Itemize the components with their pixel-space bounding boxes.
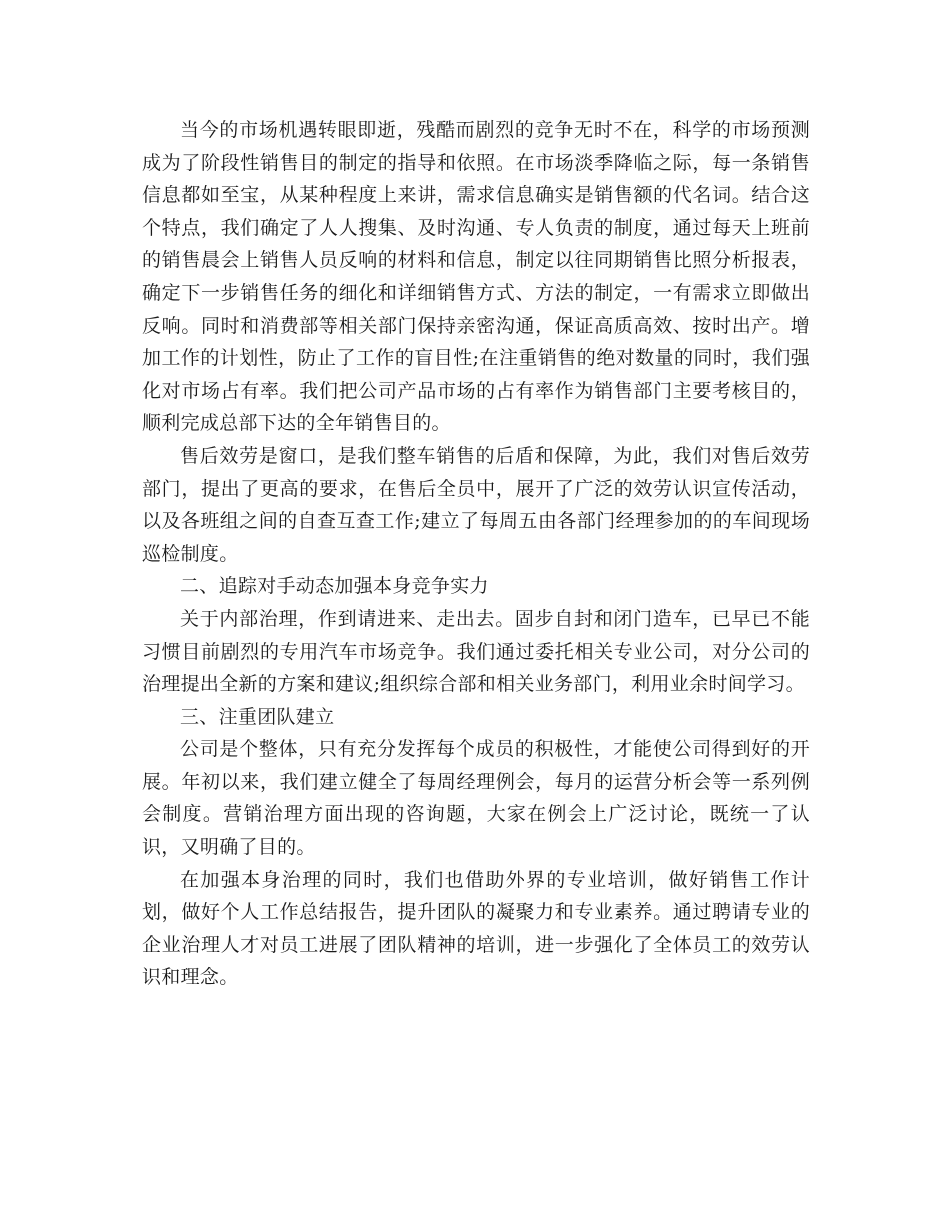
paragraph-after-sales-service: 售后效劳是窗口，是我们整车销售的后盾和保障，为此，我们对售后效劳部门，提出了更高的要求，在售后全员中，展开了广泛的效劳认识宣传活动，以及各班组之间的自查互查工作;建立了每周五由各部门经理参加的的车间现场巡检制度。 <box>142 444 810 565</box>
section-heading-competition: 二、追踪对手动态加强本身竞争实力 <box>180 575 489 598</box>
paragraph-market-forecast: 当今的市场机遇转眼即逝，残酷而剧烈的竞争无时不在，科学的市场预测成为了阶段性销售目的制定的指导和依照。在市场淡季降临之际，每一条销售信息都如至宝，从某种程度上来讲，需求信息确实是销售额的代名词。结合这个特点，我们确定了人人搜集、及时沟通、专人负责的制度，通过每天上班前的销售晨会上销售人员反响的材料和信息，制定以往同期销售比照分析报表，确定下一步销售任务的细化和详细销售方式、方法的制定，一有需求立即做出反响。同时和消费部等相关部门保持亲密沟通，保证高质高效、按时出产。增加工作的计划性，防止了工作的盲目性;在注重销售的绝对数量的同时，我们强化对市场占有率。我们把公司产品市场的占有率作为销售部门主要考核目的，顺利完成总部下达的全年销售目的。 <box>142 119 810 435</box>
paragraph-internal-management: 关于内部治理，作到请进来、走出去。固步自封和闭门造车，已早已不能习惯目前剧烈的专用汽车市场竞争。我们通过委托相关专业公司，对分公司的治理提出全新的方案和建议;组织综合部和相关业务部门，利用业余时间学习。 <box>142 607 810 696</box>
section-heading-team-building: 三、注重团队建立 <box>180 705 335 728</box>
paragraph-training: 在加强本身治理的同时，我们也借助外界的专业培训，做好销售工作计划，做好个人工作总结报告，提升团队的凝聚力和专业素养。通过聘请专业的企业治理人才对员工进展了团队精神的培训，进一步强化了全体员工的效劳认识和理念。 <box>142 868 810 989</box>
paragraph-company-whole: 公司是个整体，只有充分发挥每个成员的积极性，才能使公司得到好的开展。年初以来，我们建立健全了每周经理例会，每月的运营分析会等一系列例会制度。营销治理方面出现的咨询题，大家在例会上广泛讨论，既统一了认识，又明确了目的。 <box>142 738 810 859</box>
document-body <box>142 114 810 994</box>
